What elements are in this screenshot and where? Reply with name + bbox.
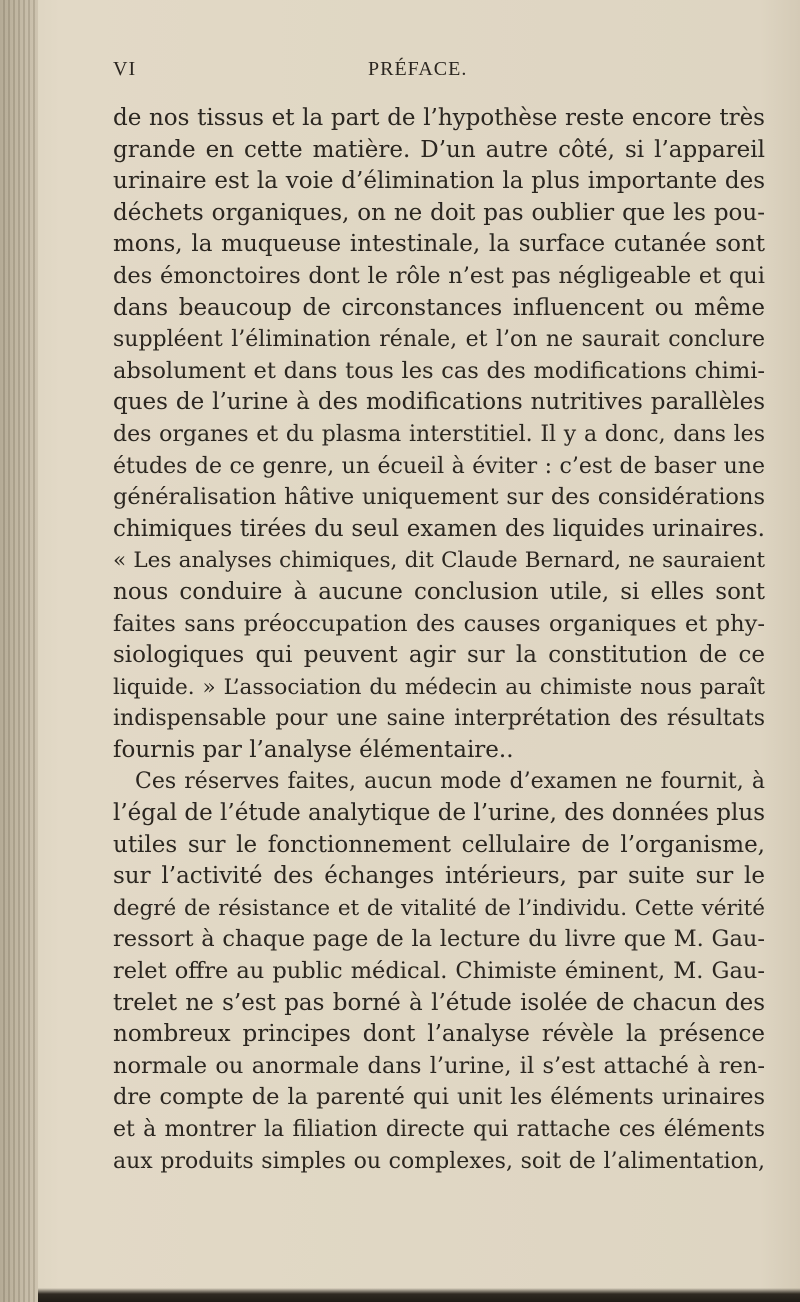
text-line: et à montrer la filiation directe qui rattache ces éléments xyxy=(113,1117,765,1142)
text-line: études de ce genre, un écueil à éviter : c’est de baser une xyxy=(113,453,765,479)
body-text xyxy=(113,103,765,1177)
text-line: ressort à chaque page de la lecture du livre que M. Gau- xyxy=(113,926,765,953)
text-line: relet offre au public médical. Chimiste éminent, M. Gau- xyxy=(113,958,765,985)
text-line: suppléent l’élimination rénale, et l’on ne saurait conclure xyxy=(113,327,765,353)
text-line: ques de l’urine à des modifications nutritives parallèles xyxy=(113,389,765,416)
text-line: aux produits simples ou complexes, soit de l’alimentation, xyxy=(113,1148,765,1174)
text-line: normale ou anormale dans l’urine, il s’est attaché à ren- xyxy=(113,1052,765,1079)
text-line: urinaire est la voie d’élimination la plus importante des xyxy=(113,168,765,195)
text-line: mons, la muqueuse intestinale, la surface cutanée sont xyxy=(113,231,765,258)
text-line: grande en cette matière. D’un autre côté, si l’appareil xyxy=(113,136,765,163)
text-line: l’égal de l’étude analytique de l’urine, des données plus xyxy=(113,800,765,827)
text-line: généralisation hâtive uniquement sur des considérations xyxy=(113,484,765,511)
text-line: trelet ne s’est pas borné à l’étude isolée de chacun des xyxy=(113,989,765,1016)
page-number: VI xyxy=(113,58,137,80)
text-line: déchets organiques, on ne doit pas oublier que les pou- xyxy=(113,199,765,226)
text-line: faites sans préoccupation des causes organiques et phy- xyxy=(113,610,765,637)
text-line: « Les analyses chimiques, dit Claude Bernard, ne sauraient xyxy=(113,548,765,574)
text-line: dans beaucoup de circonstances influencent ou même xyxy=(113,294,765,321)
text-line: siologiques qui peuvent agir sur la constitution de ce xyxy=(113,642,765,669)
text-line: fournis par l’analyse élémentaire.. xyxy=(113,736,514,763)
text-line: indispensable pour une saine interprétation des résultats xyxy=(113,706,765,732)
text-line: Ces réserves faites, aucun mode d’examen ne fournit, à xyxy=(135,769,765,795)
text-line: absolument et dans tous les cas des modifications chimi- xyxy=(113,357,765,384)
text-line: des organes et du plasma interstitiel. Il y a donc, dans les xyxy=(113,421,765,447)
text-line: des émonctoires dont le rôle n’est pas négligeable et qui xyxy=(113,262,765,289)
text-line: sur l’activité des échanges intérieurs, par suite sur le xyxy=(113,863,765,890)
text-line: utiles sur le fonctionnement cellulaire de l’organisme, xyxy=(113,831,765,858)
text-line: nous conduire à aucune conclusion utile, si elles sont xyxy=(113,578,765,605)
text-line: chimiques tirées du seul examen des liquides urinaires. xyxy=(113,515,765,542)
page-bottom-shadow xyxy=(38,1288,800,1302)
text-line: liquide. » L’association du médecin au chimiste nous paraît xyxy=(113,674,765,700)
text-line: degré de résistance et de vitalité de l’individu. Cette vérité xyxy=(113,895,765,921)
text-line: de nos tissus et la part de l’hypothèse reste encore très xyxy=(113,105,765,131)
running-head xyxy=(113,58,733,84)
text-line: nombreux principes dont l’analyse révèle la présence xyxy=(113,1021,765,1048)
book-binding-edge xyxy=(0,0,38,1302)
running-title: PRÉFACE. xyxy=(368,58,468,80)
text-line: dre compte de la parenté qui unit les éléments urinaires xyxy=(113,1084,765,1111)
